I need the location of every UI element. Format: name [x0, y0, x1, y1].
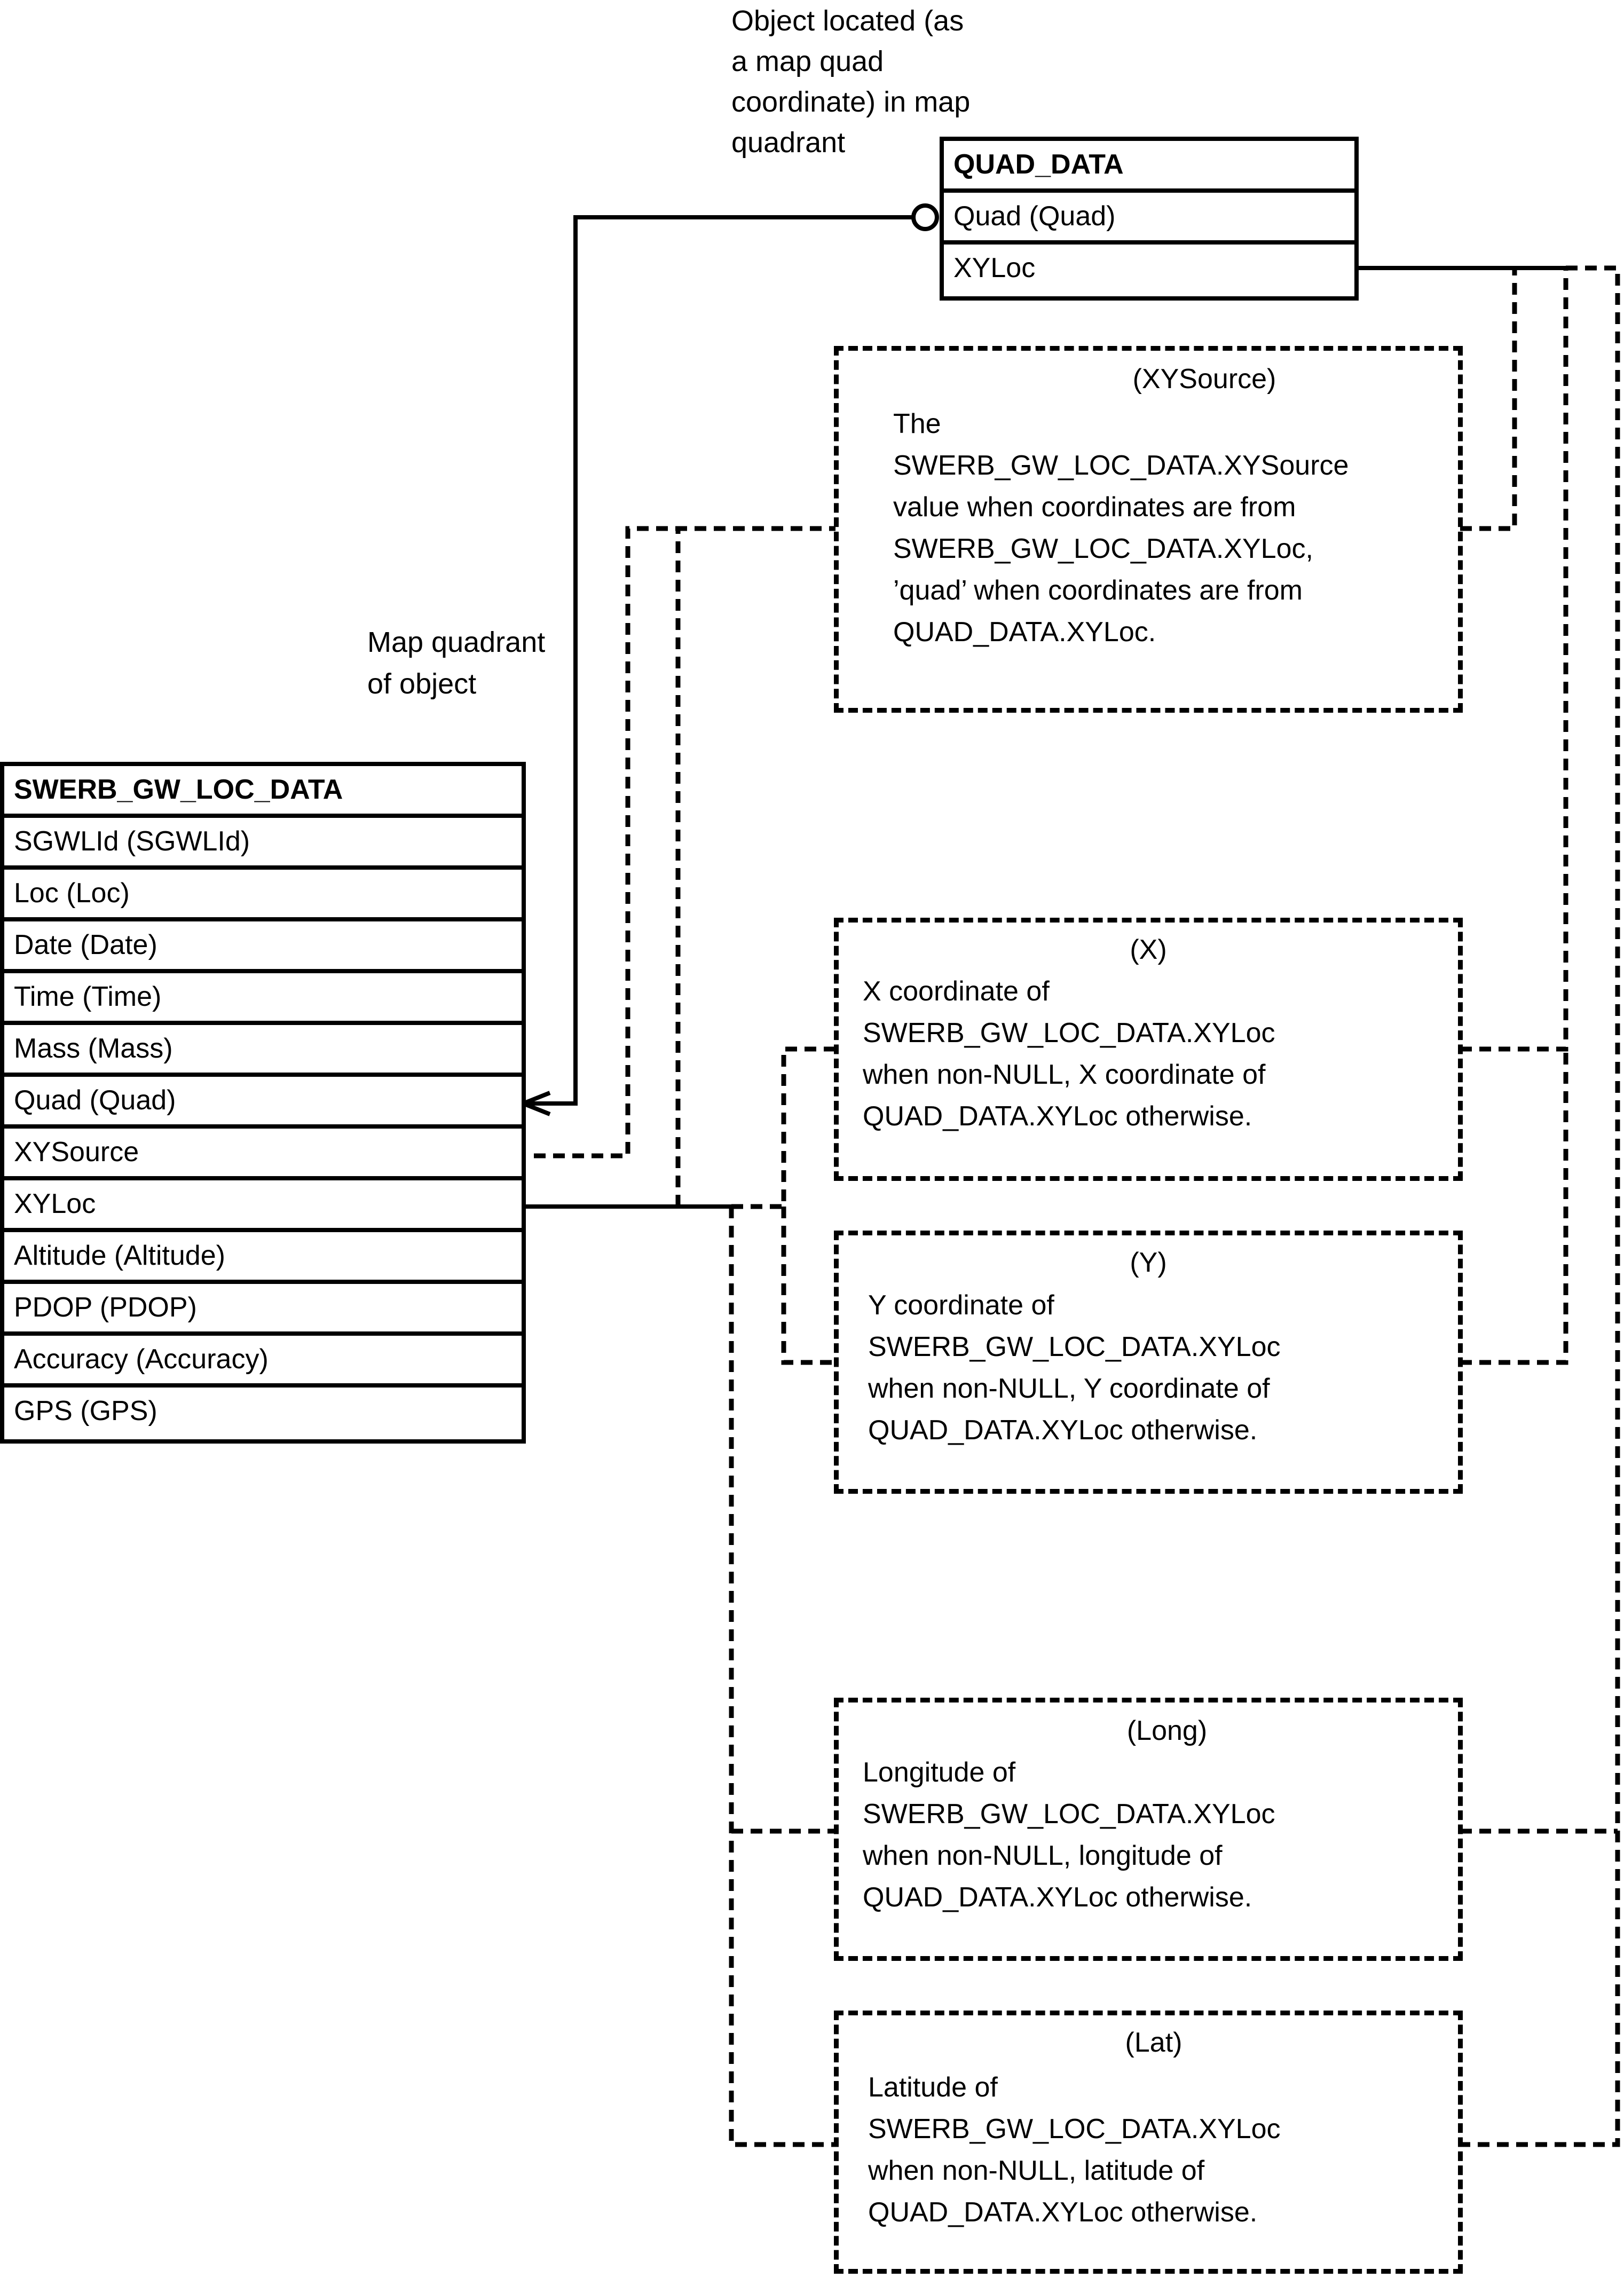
- entity-field-altitude[interactable]: Altitude (Altitude): [4, 1232, 522, 1284]
- xysource-link-line: [534, 529, 835, 1156]
- entity-field-loc[interactable]: Loc (Loc): [4, 870, 522, 921]
- entity-field-xyloc[interactable]: XYLoc: [4, 1180, 522, 1232]
- note-line: Latitude of: [868, 2072, 998, 2103]
- entity-field-pdop[interactable]: PDOP (PDOP): [4, 1284, 522, 1336]
- xysource-quad-xyloc-line: [1460, 268, 1515, 529]
- quad-relationship-label-2: a map quad: [731, 45, 884, 77]
- note-line: X coordinate of: [863, 976, 1050, 1007]
- note-line: QUAD_DATA.XYLoc otherwise.: [863, 1882, 1252, 1913]
- note-lat[interactable]: [834, 2011, 1463, 2274]
- note-line: SWERB_GW_LOC_DATA.XYLoc: [863, 1018, 1275, 1049]
- note-line: QUAD_DATA.XYLoc.: [893, 617, 1156, 648]
- note-line: when non-NULL, latitude of: [868, 2155, 1205, 2186]
- note-title: (X): [1130, 934, 1167, 965]
- note-line: SWERB_GW_LOC_DATA.XYLoc: [863, 1799, 1275, 1830]
- note-y[interactable]: [834, 1231, 1463, 1494]
- entity-field-quad[interactable]: Quad (Quad): [4, 1077, 522, 1129]
- note-line: QUAD_DATA.XYLoc otherwise.: [868, 2197, 1258, 2228]
- quad-relationship-label-4: quadrant: [731, 127, 846, 159]
- quad-relationship-label-1: Object located (as: [731, 5, 964, 37]
- entity-field-accuracy[interactable]: Accuracy (Accuracy): [4, 1336, 522, 1388]
- note-line: Y coordinate of: [868, 1290, 1054, 1321]
- long-lat-right-line: [1460, 268, 1618, 2145]
- note-line: SWERB_GW_LOC_DATA.XYSource: [893, 450, 1349, 481]
- x-link-left-line: [731, 1049, 835, 1207]
- note-line: QUAD_DATA.XYLoc otherwise.: [868, 1415, 1258, 1446]
- note-xysource[interactable]: [834, 346, 1463, 713]
- entity-field-gps[interactable]: GPS (GPS): [14, 1396, 157, 1426]
- note-line: The: [893, 408, 941, 439]
- map-quadrant-label-1: Map quadrant: [367, 626, 546, 658]
- note-title: (Y): [1130, 1247, 1167, 1278]
- y-link-right-line: [1460, 1049, 1566, 1362]
- entity-field-mass[interactable]: Mass (Mass): [4, 1025, 522, 1077]
- note-line: SWERB_GW_LOC_DATA.XYLoc: [868, 1331, 1281, 1362]
- entity-field-xyloc[interactable]: XYLoc: [953, 253, 1036, 283]
- entity-title: QUAD_DATA: [944, 141, 1354, 193]
- entity-title: SWERB_GW_LOC_DATA: [4, 766, 522, 818]
- note-title: (Lat): [1125, 2027, 1182, 2058]
- note-line: QUAD_DATA.XYLoc otherwise.: [863, 1101, 1252, 1132]
- quad-relationship-label-3: coordinate) in map: [731, 86, 971, 118]
- note-line: SWERB_GW_LOC_DATA.XYLoc: [868, 2114, 1281, 2145]
- entity-field-xysource[interactable]: XYSource: [4, 1129, 522, 1180]
- note-title: (Long): [1126, 1715, 1208, 1746]
- note-line: Longitude of: [863, 1757, 1016, 1788]
- note-line: when non-NULL, X coordinate of: [863, 1059, 1266, 1090]
- swerb-gw-loc-data-entity[interactable]: [0, 762, 526, 1444]
- entity-field-quad[interactable]: Quad (Quad): [944, 193, 1354, 245]
- note-line: ’quad’ when coordinates are from: [893, 575, 1303, 606]
- quad-data-entity[interactable]: [940, 137, 1359, 301]
- map-quadrant-label-2: of object: [367, 668, 477, 700]
- note-line: SWERB_GW_LOC_DATA.XYLoc,: [893, 533, 1313, 564]
- note-x[interactable]: [834, 918, 1463, 1181]
- note-line: when non-NULL, Y coordinate of: [868, 1373, 1270, 1404]
- y-link-left-line: [784, 1207, 835, 1362]
- note-line: when non-NULL, longitude of: [863, 1840, 1223, 1871]
- note-long[interactable]: [834, 1698, 1463, 1961]
- entity-field-date[interactable]: Date (Date): [4, 921, 522, 973]
- note-title: (XYSource): [1132, 364, 1276, 395]
- optional-circle-icon: [913, 206, 937, 229]
- note-line: value when coordinates are from: [893, 492, 1296, 523]
- entity-field-time[interactable]: Time (Time): [4, 973, 522, 1025]
- entity-field-sgwlid[interactable]: SGWLId (SGWLId): [4, 818, 522, 870]
